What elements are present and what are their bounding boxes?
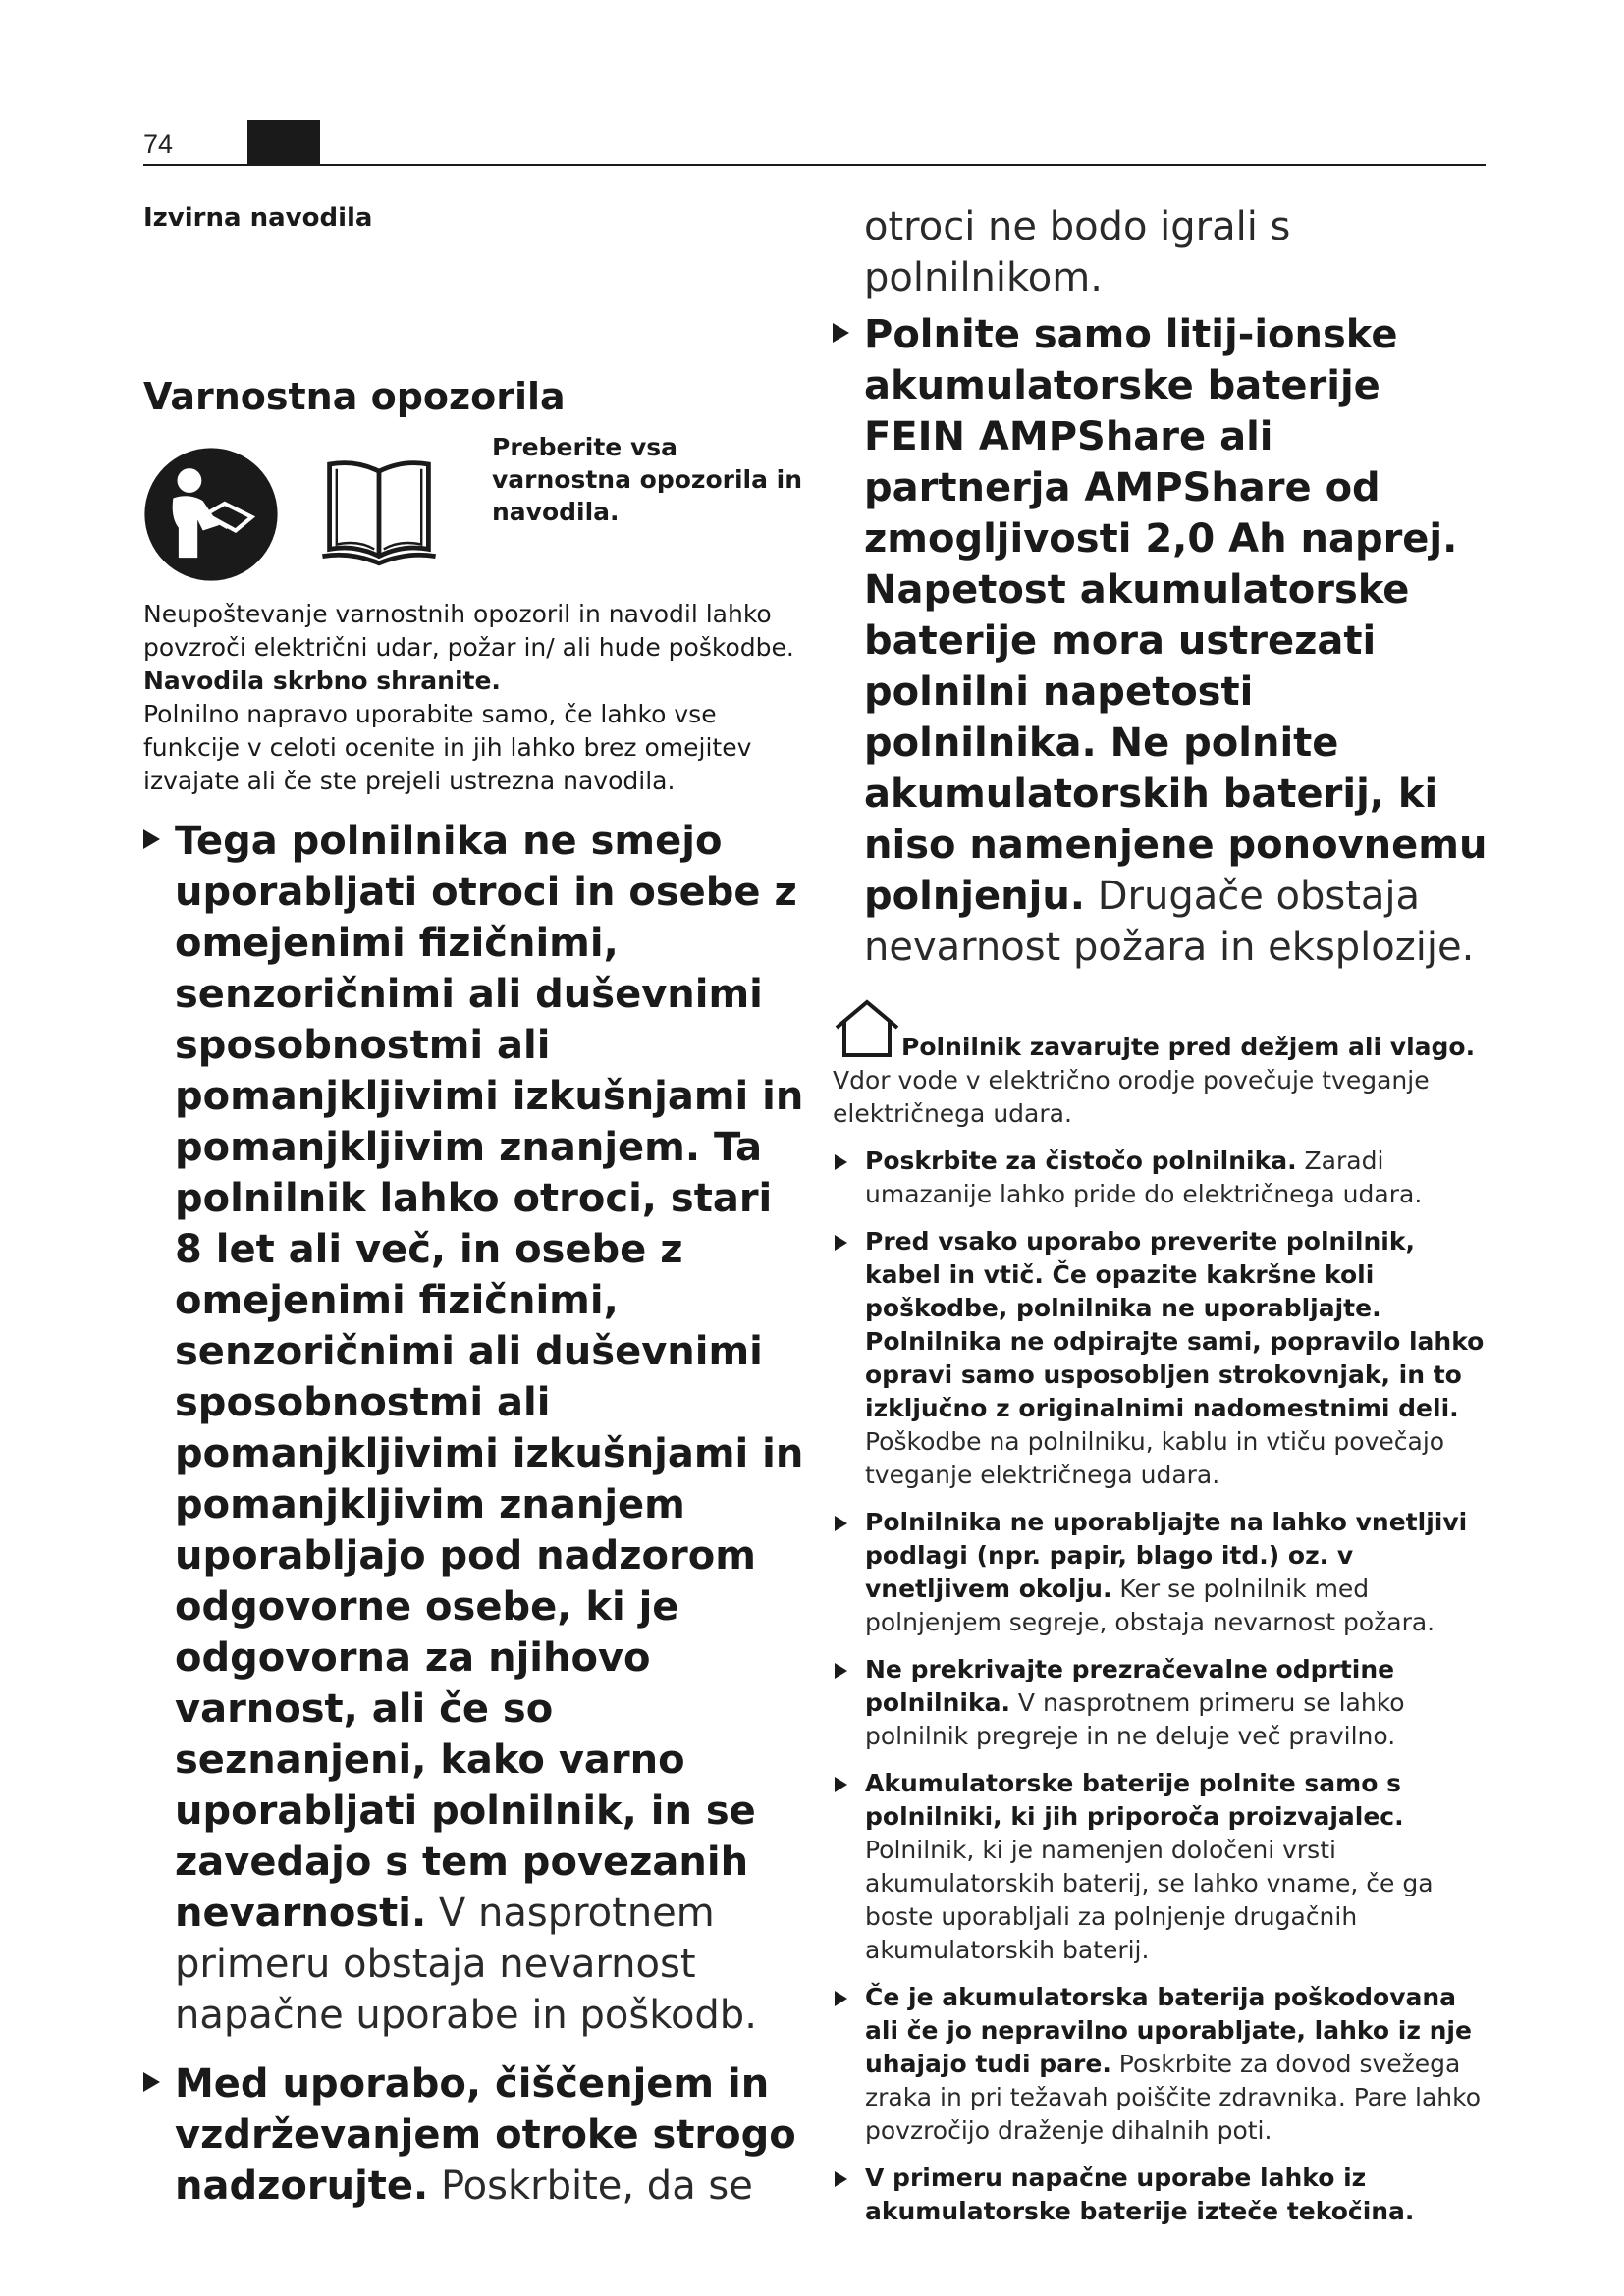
left-column [143, 201, 806, 2212]
warning-item [833, 1767, 1490, 1967]
warning-item-bold: Polnilnika ne uporabljajte na lahko vnetljivi podlagi (npr. papir, blago itd.) oz. v vnetljivem okolju. [865, 1508, 1468, 1603]
indoor-use-warning [833, 998, 1490, 1131]
header-tab [247, 120, 320, 166]
warning-item [833, 1506, 1490, 1639]
warning-item-children [143, 816, 806, 2041]
header-rule [143, 164, 1486, 166]
intro-text [492, 431, 806, 528]
continuation-text: otroci ne bodo igrali s polnilnikom. [864, 204, 1291, 300]
bullet-arrow-icon [833, 323, 849, 343]
warning-item-bold: Če je akumulatorska baterija poškodovana ali če jo nepravilno uporabljate, lahko iz nje uhajajo tudi pare. [865, 1983, 1472, 2078]
intro-bold: Preberite vsa varnostna opozorila in navodila. [492, 433, 803, 526]
warning-batteries-bold: Polnite samo litij-ionske akumulatorske baterije FEIN AMPShare ali partnerja AMPShare od zmogljivosti 2,0 Ah naprej. Napetost akumulatorske baterije mora ustrezati polnilni napetosti polnilnika. Ne polnite akumulatorskih baterij, ki niso namenjene ponovnemu polnjenju. [864, 312, 1488, 919]
warning-item-normal: V nasprotnem primeru se lahko polnilnik pregreje in ne deluje več pravilno. [865, 1688, 1405, 1750]
warning-item-bold: Ne prekrivajte prezračevalne odprtine polnilnika. [865, 1655, 1395, 1717]
warning-supervise-normal: Poskrbite, da se [440, 2163, 753, 2209]
warning-item [833, 1225, 1490, 1492]
indoor-normal: Vdor vode v električno orodje povečuje tveganje električnega udara. [833, 1066, 1430, 1128]
right-column [833, 201, 1490, 2228]
warning-item-normal: Ker se polnilnik med polnjenjem segreje, obstaja nevarnost požara. [865, 1575, 1435, 1636]
indoor-bold: Polnilnik zavarujte pred dežjem ali vlago. [901, 1033, 1476, 1061]
bullet-arrow-icon [835, 1777, 847, 1792]
bullet-arrow-icon [835, 1154, 847, 1170]
warning-batteries-normal: Drugače obstaja nevarnost požara in eksplozije. [864, 874, 1475, 970]
warning-item-bold: V primeru napačne uporabe lahko iz akumulatorske baterije izteče tekočina. [865, 2163, 1415, 2225]
warning-item-normal: Poskrbite za dovod svežega zraka in pri težavah poiščite zdravnika. Pare lahko povzročijo draženje dihalnih poti. [865, 2050, 1482, 2145]
warning-item-supervise [143, 2058, 806, 2212]
bullet-arrow-icon [143, 2072, 160, 2092]
warning-item-bold: Pred vsako uporabo preverite polnilnik, kabel in vtič. Če opazite kakršne koli poškodbe, polnilnika ne uporabljajte. Polnilnika ne odpirajte sami, popravilo lahko opravi samo usposobljen strokovnjak, in to izključno z originalnimi nadomestnimi deli. [865, 1227, 1485, 1422]
warning-item-bold: Poskrbite za čistočo polnilnika. [865, 1147, 1297, 1175]
section-title: Varnostna opozorila [143, 375, 566, 418]
warning-item-batteries [833, 309, 1490, 973]
usage-condition-text: Polnilno napravo uporabite samo, če lahko vse funkcije v celoti ocenite in jih lahko brez omejitev izvajate ali če ste prejeli ustrezna navodila. [143, 700, 752, 795]
open-book-icon [320, 453, 438, 570]
warning-item-normal: Zaradi umazanije lahko pride do električnega udara. [865, 1147, 1423, 1208]
warning-children-normal: V nasprotnem primeru obstaja nevarnost napačne uporabe in poškodb. [175, 1891, 757, 2038]
intro-block [143, 431, 806, 608]
bullet-arrow-icon [835, 1516, 847, 1531]
warning-item [833, 1653, 1490, 1753]
warning-item-normal: Poškodbe na polnilniku, kablu in vtiču povečajo tveganje električnega udara. [865, 1427, 1445, 1489]
warning-item [833, 1981, 1490, 2148]
read-manual-icon [143, 447, 279, 582]
bullet-arrow-icon [835, 2171, 847, 2187]
warning-item-bold: Akumulatorske baterije polnite samo s polnilniki, ki jih priporoča proizvajalec. [865, 1769, 1404, 1831]
indoor-house-icon [833, 998, 901, 1059]
warning-supervise-bold: Med uporabo, čiščenjem in vzdrževanjem otroke strogo nadzorujte. [175, 2061, 796, 2209]
bullet-arrow-icon [835, 1235, 847, 1251]
document-subheading: Izvirna navodila [143, 203, 373, 233]
bullet-arrow-icon [143, 829, 160, 849]
warning-children-bold: Tega polnilnika ne smejo uporabljati otroci in osebe z omejenimi fizičnimi, senzoričnimi ali duševnimi sposobnostmi ali pomanjkljivimi izkušnjami in pomanjkljivim znanjem. Ta polnilnik lahko otroci, stari 8 let ali več, in osebe z omejenimi fizičnimi, senzoričnimi ali duševnimi sposobnostmi ali pomanjkljivimi izkušnjami in pomanjkljivim znanjem uporabljajo pod nadzorom odgovorne osebe, ki je odgovorna za njihovo varnost, ali če so seznanjeni, kako varno uporabljati polnilnik, in se zavedajo s tem povezanih nevarnosti. [175, 819, 804, 1936]
bullet-arrow-icon [835, 1663, 847, 1679]
bullet-arrow-icon [835, 1991, 847, 2006]
page-number: 74 [143, 130, 174, 159]
warning-item [833, 1145, 1490, 1211]
intro-warning-text: Neupoštevanje varnostnih opozoril in navodil lahko povzroči električni udar, požar in/ ali hude poškodbe. [143, 600, 794, 662]
warning-item-normal: Polnilnik, ki je namenjen določeni vrsti akumulatorskih baterij, se lahko vname, če ga boste uporabljali za polnjenje drugačnih akumulatorskih baterij. [865, 1836, 1434, 1964]
warning-item [833, 2162, 1490, 2228]
keep-instructions: Navodila skrbno shranite. [143, 667, 501, 695]
